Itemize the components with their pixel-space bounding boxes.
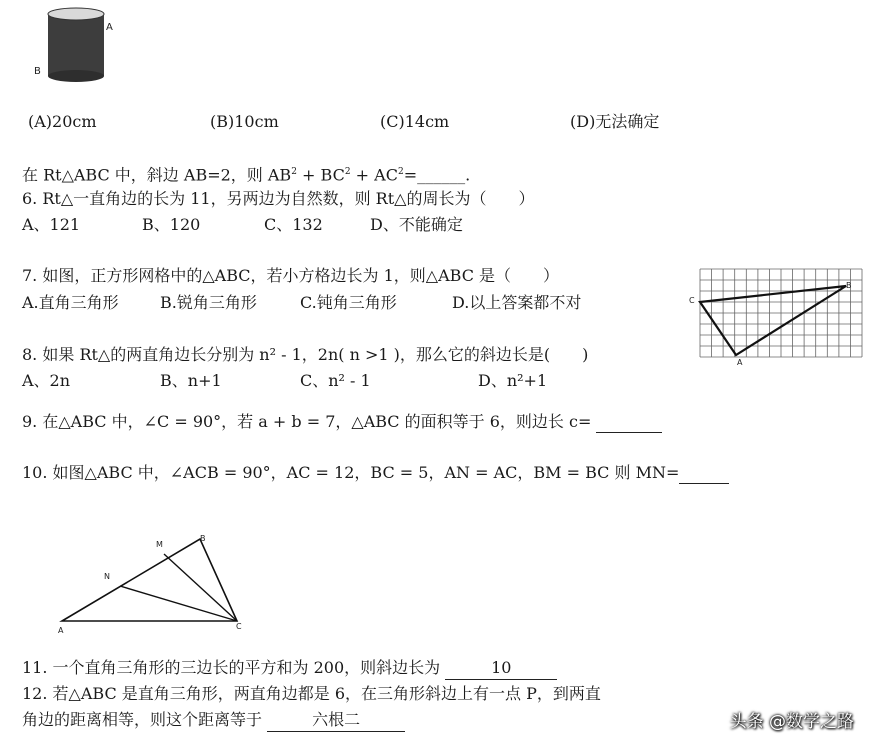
q9-answer-blank	[596, 416, 662, 433]
rt-sum-mid2: + AC	[355, 165, 398, 185]
rt-sum-mid1: + BC	[302, 165, 345, 185]
q5-option-b: (B)10cm	[210, 112, 279, 131]
q10-text: 10. 如图△ABC 中，∠ACB = 90°，AC = 12，BC = 5，AN = AC，BM = BC 则 MN=	[22, 463, 680, 482]
q5-option-d: (D)无法确定	[570, 112, 660, 131]
q8-option-d: D、n²+1	[478, 371, 548, 390]
rt-sum-question: 在 Rt△ABC 中，斜边 AB=2，则 $AB^2 + BC^2$ + $AC^2=\_\_\_\_\_\_$.	[22, 165, 471, 185]
triangle-abc	[62, 539, 237, 621]
segment-cm	[164, 554, 237, 621]
triangle-abc	[700, 286, 846, 355]
q12-question-line2	[22, 709, 405, 732]
q7-option-a: A.直角三角形	[22, 293, 119, 312]
q11-answer: 10	[445, 657, 557, 680]
q7-question: 7. 如图，正方形网格中的△ABC，若小方格边长为 1，则△ABC 是（ ）	[22, 266, 560, 285]
watermark-text: 头条 @数学之路	[729, 712, 854, 732]
cylinder-figure	[40, 4, 130, 84]
q5-option-c: (C)14cm	[380, 112, 450, 131]
q8-option-a: A、2n	[22, 371, 71, 390]
q6-option-b: B、120	[142, 215, 201, 234]
q5-option-a: (A)20cm	[28, 112, 97, 131]
q8-option-b: B、n+1	[160, 371, 222, 390]
cylinder-bottom	[48, 70, 104, 82]
cylinder-top	[48, 8, 104, 20]
q10-question	[22, 462, 729, 484]
q7-grid-figure	[698, 267, 864, 361]
segment-cn	[120, 586, 237, 621]
q12-question-line1: 12. 若△ABC 是直角三角形，两直角边都是 6，在三角形斜边上有一点 P，到两直	[22, 684, 601, 703]
q7-option-d: D.以上答案都不对	[452, 293, 582, 312]
q6-option-c: C、132	[264, 215, 323, 234]
q7-option-b: B.锐角三角形	[160, 293, 257, 312]
q10-label-n: N	[104, 572, 110, 581]
q9-text: 9. 在△ABC 中，∠C = 90°，若 a + b = 7，△ABC 的面积等于 6，则边长 c=	[22, 412, 592, 431]
rt-sum-prefix: 在 Rt△ABC 中，斜边 AB=2，则 AB	[22, 165, 292, 185]
grid-lines	[700, 269, 862, 357]
cylinder-label-b: B	[34, 66, 41, 77]
q12-answer: 六根二	[267, 709, 405, 732]
q10-label-b: B	[200, 534, 206, 543]
q10-label-c: C	[236, 622, 242, 631]
q6-option-a: A、121	[22, 215, 81, 234]
q7-label-b: B	[846, 281, 852, 290]
q12-text: 角边的距离相等，则这个距离等于	[22, 710, 263, 729]
q9-question	[22, 411, 662, 433]
q7-label-c: C	[689, 296, 695, 305]
q6-question: 6. Rt△一直角边的长为 11，另两边为自然数，则 Rt△的周长为（ ）	[22, 189, 535, 208]
q10-label-a: A	[58, 626, 64, 635]
q7-label-a: A	[737, 358, 743, 367]
q8-option-c: C、n² - 1	[300, 371, 371, 390]
cylinder-label-a: A	[106, 22, 113, 33]
q7-option-c: C.钝角三角形	[300, 293, 397, 312]
q11-question	[22, 657, 557, 680]
q10-answer-blank	[679, 467, 729, 484]
q8-question: 8. 如果 Rt△的两直角边长分别为 n² - 1，2n( n >1 )，那么它的斜边长是( )	[22, 345, 589, 364]
q10-label-m: M	[156, 540, 163, 549]
rt-sum-tail: =______.	[403, 165, 471, 185]
q11-text: 11. 一个直角三角形的三边长的平方和为 200，则斜边长为	[22, 658, 441, 677]
cylinder-body	[48, 14, 104, 76]
q6-option-d: D、不能确定	[370, 215, 463, 234]
